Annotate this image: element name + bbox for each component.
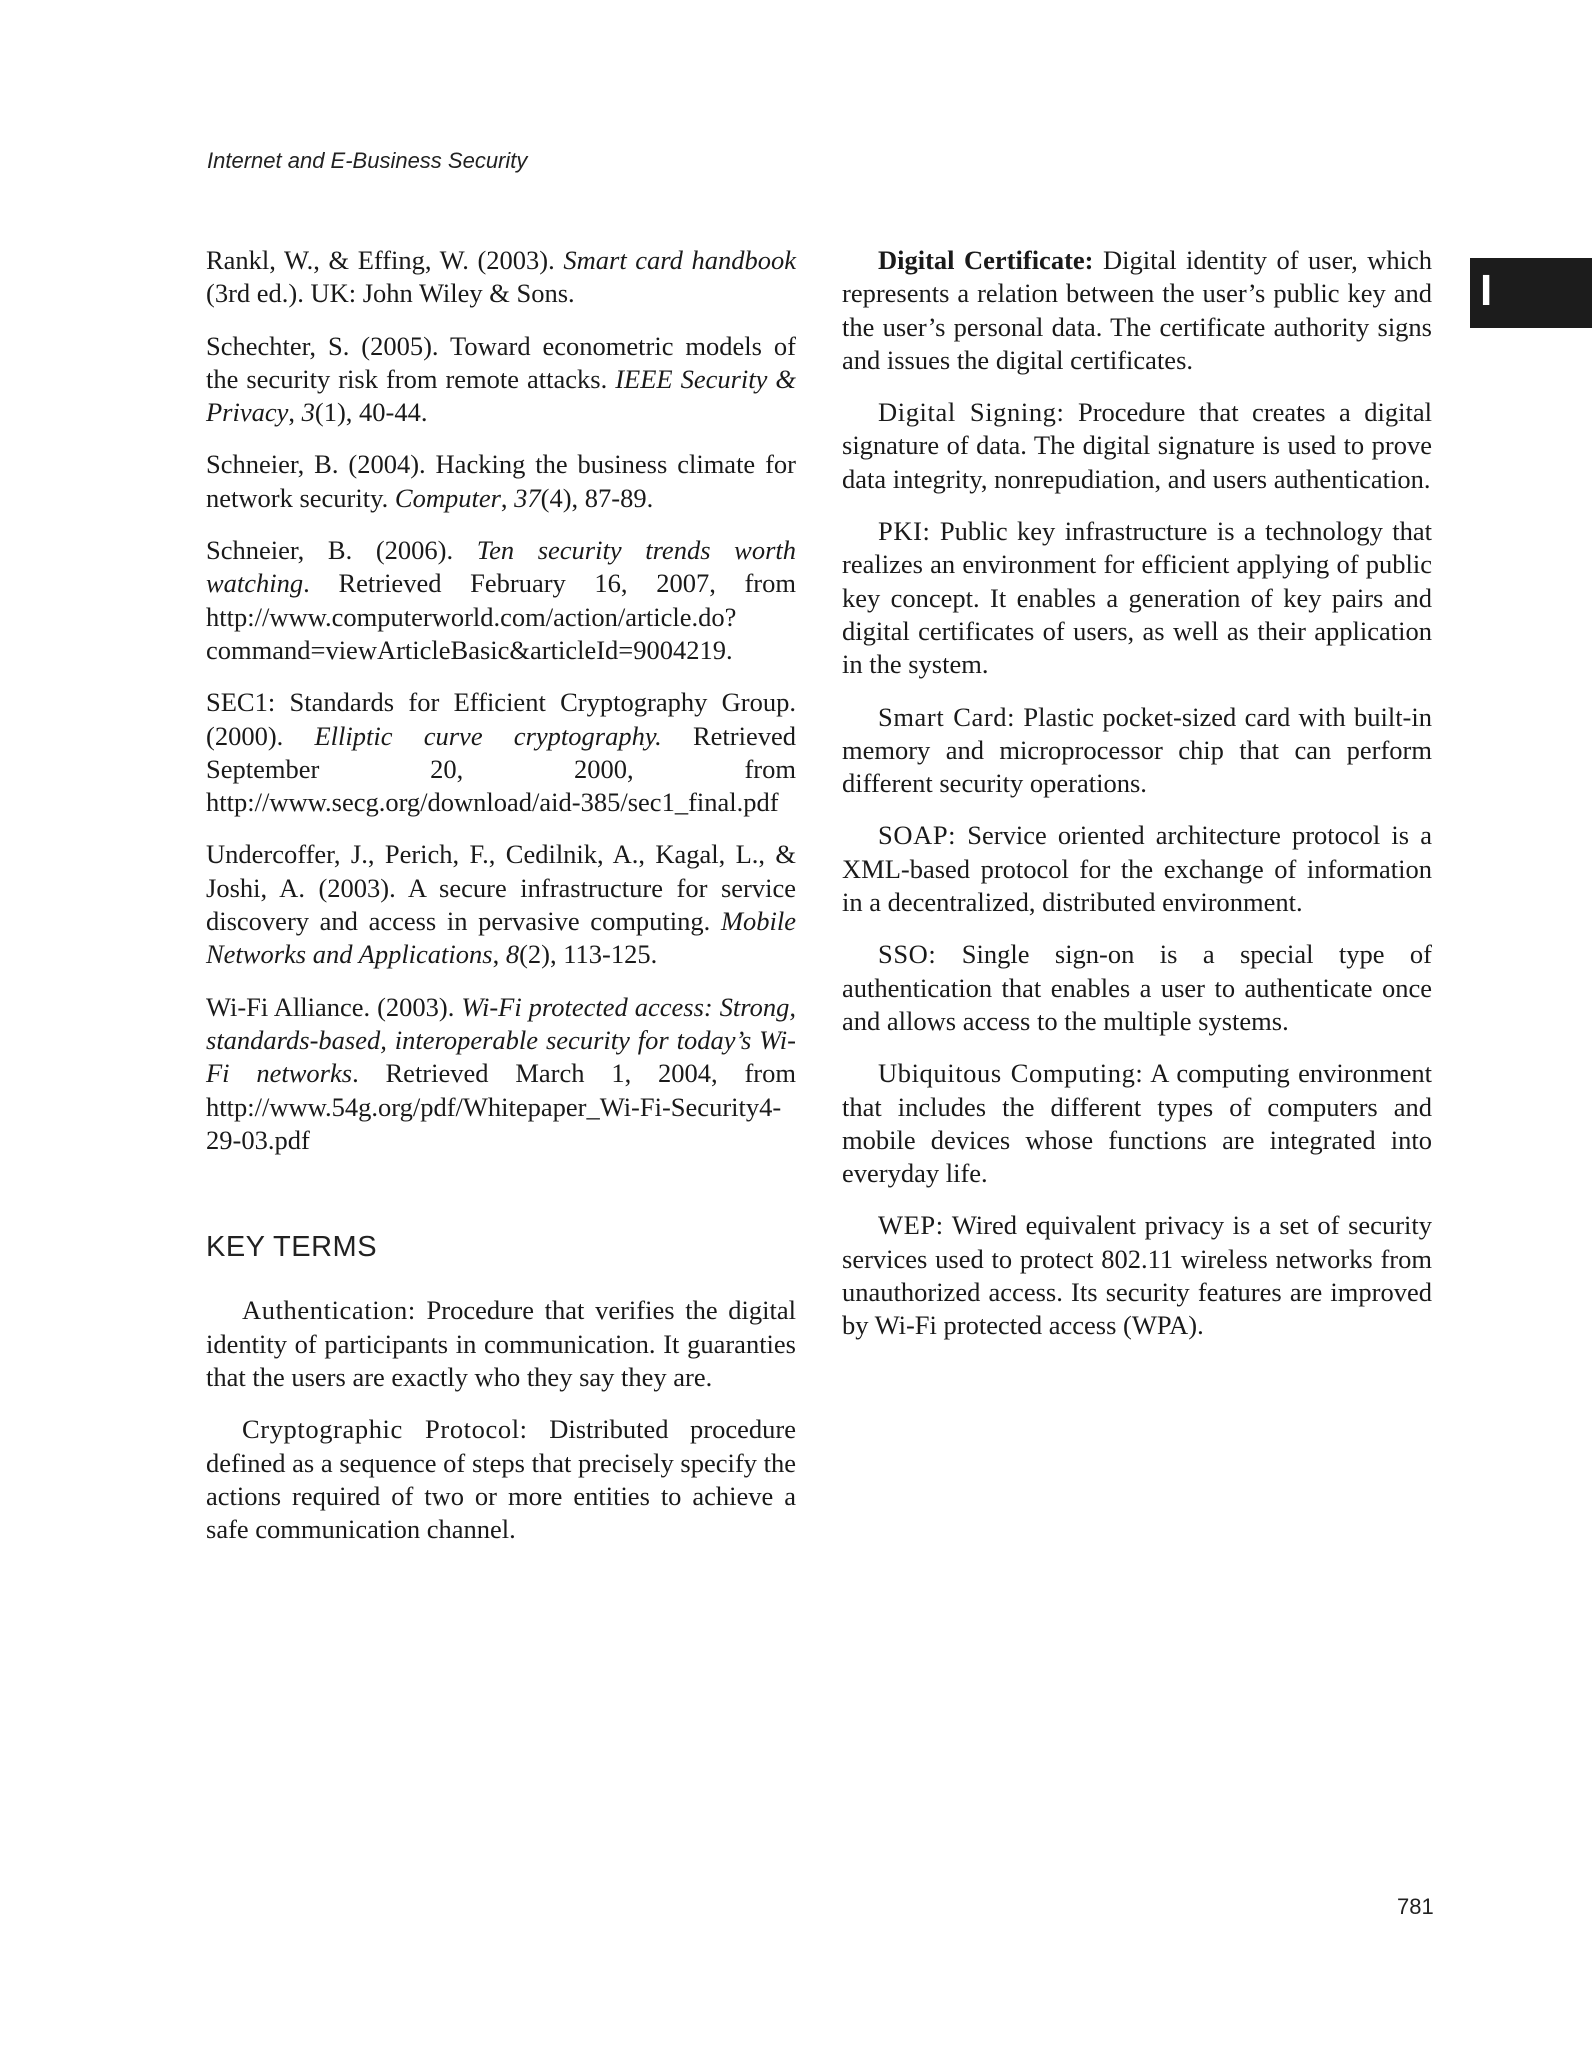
- key-term-name: SSO:: [878, 939, 937, 970]
- key-term-name: PKI:: [878, 516, 931, 547]
- reference-text: . Retrieved February 16, 2007, from http://www.computerworld.com/action/article.do?command=viewArticleBasic&articleId=9004219.: [206, 568, 796, 665]
- reference-entry: [206, 448, 796, 515]
- reference-entry: [206, 534, 796, 667]
- reference-entry: [206, 991, 796, 1157]
- reference-text: (2), 113-125.: [519, 939, 658, 970]
- section-tab-letter: I: [1480, 266, 1493, 315]
- reference-italic-text: 3: [301, 397, 315, 428]
- reference-text: Retrieved September 20, 2000, from http://www.secg.org/download/aid-385/sec1_final.pdf: [206, 720, 796, 818]
- reference-text: Undercoffer, J., Perich, F., Cedilnik, A., Kagal, L., & Joshi, A. (2003). A secure infrastructure for service discovery and access in pervasive computing.: [206, 839, 796, 937]
- reference-text: Rankl, W., & Effing, W. (2003).: [206, 245, 564, 275]
- reference-text: Schneier, B. (2004). Hacking the business climate for network security.: [206, 449, 796, 513]
- reference-text: ,: [492, 939, 506, 970]
- reference-text: (3rd ed.). UK: John Wiley & Sons.: [206, 278, 575, 309]
- right-column: [842, 244, 1432, 1362]
- reference-text: ,: [288, 397, 302, 428]
- key-term-definition: Plastic pocket-sized card with built-in memory and microprocessor chip that can perform different security operations.: [842, 701, 1432, 799]
- section-tab: [1470, 258, 1592, 328]
- running-head-title: Internet and E-Business Security: [207, 148, 528, 173]
- key-term-entry: [206, 1294, 796, 1394]
- reference-italic-text: Mobile Networks and Applications: [206, 906, 796, 970]
- reference-text: (4), 87-89.: [540, 482, 654, 513]
- key-term-name: Cryptographic Protocol:: [242, 1414, 528, 1445]
- key-term-name: Smart Card:: [878, 701, 1016, 732]
- key-terms-list-right: [842, 244, 1432, 1343]
- reference-entry: [206, 838, 796, 971]
- key-term-name: Authentication:: [242, 1295, 416, 1326]
- reference-text: ,: [500, 482, 515, 513]
- reference-text: . Retrieved March 1, 2004, from http://www.54g.org/pdf/Whitepaper_Wi-Fi-Security4-29-03.pdf: [206, 1058, 796, 1155]
- reference-entry: [206, 686, 796, 819]
- reference-text: Wi-Fi Alliance. (2003).: [206, 991, 462, 1022]
- key-term-entry: [842, 396, 1432, 496]
- reference-italic-text: IEEE Security & Privacy: [206, 363, 796, 428]
- key-term-definition: Distributed procedure defined as a sequence of steps that precisely specify the actions required of two or more entities to achieve a safe communication channel.: [206, 1414, 796, 1545]
- reference-entry: [206, 244, 796, 311]
- key-term-entry: [842, 819, 1432, 919]
- reference-text: SEC1: Standards for Efficient Cryptography Group. (2000).: [206, 687, 796, 751]
- key-term-definition: Digital identity of user, which represents a relation between the user’s public key and the user’s personal data. The certificate authority signs and issues the digital certificates.: [842, 245, 1432, 375]
- reference-entry: [206, 330, 796, 430]
- reference-text: (1), 40-44.: [314, 397, 428, 428]
- key-term-definition: Service oriented architecture protocol is a XML-based protocol for the exchange of information in a decentralized, distributed environment.: [842, 820, 1432, 918]
- key-terms-heading: KEY TERMS: [206, 1231, 378, 1264]
- reference-italic-text: Elliptic curve cryptography.: [314, 720, 662, 751]
- key-term-name: Ubiquitous Computing:: [878, 1058, 1144, 1089]
- key-term-definition: Wired equivalent privacy is a set of security services used to protect 802.11 wireless networks from unauthorized access. Its security features are improved by Wi-Fi protected access (WPA).: [842, 1210, 1432, 1341]
- reference-italic-text: Smart card handbook: [563, 245, 797, 275]
- page-number: 781: [1397, 1894, 1434, 1919]
- key-term-entry: [842, 515, 1432, 681]
- references-list: [206, 244, 796, 1157]
- key-term-definition: Procedure that verifies the digital identity of participants in communication. It guaranties that the users are exactly who they say they are.: [206, 1295, 796, 1393]
- reference-text: Schechter, S. (2005). Toward econometric models of the security risk from remote attacks.: [206, 330, 796, 394]
- reference-italic-text: Ten security trends worth watching: [206, 535, 796, 599]
- key-term-entry: [842, 1057, 1432, 1190]
- key-term-entry: [842, 701, 1432, 801]
- left-column: [206, 244, 796, 1566]
- reference-italic-text: Computer: [394, 482, 501, 513]
- key-term-entry: [206, 1413, 796, 1546]
- key-term-entry: [842, 244, 1432, 377]
- reference-italic-text: Wi-Fi protected access: Strong, standards-based, interoperable security for today’s Wi-Fi networks: [206, 991, 796, 1089]
- key-term-name: Digital Certificate:: [878, 245, 1094, 275]
- key-term-entry: [842, 938, 1432, 1038]
- key-term-name: Digital Signing:: [878, 397, 1065, 428]
- key-term-definition: Procedure that creates a digital signature of data. The digital signature is used to prove data integrity, nonrepudiation, and users authentication.: [842, 397, 1433, 494]
- reference-italic-text: 37: [514, 482, 541, 513]
- key-term-definition: A computing environment that includes the different types of computers and mobile devices whose functions are integrated into everyday life.: [842, 1058, 1433, 1189]
- key-term-definition: Public key infrastructure is a technology that realizes an environment for efficient applying of public key concept. It enables a generation of key pairs and digital certificates of users, as well as their application in the system.: [842, 516, 1432, 680]
- key-term-entry: [842, 1209, 1432, 1342]
- reference-italic-text: 8: [505, 939, 520, 970]
- key-term-name: WEP:: [878, 1210, 944, 1241]
- key-terms-list-left: [206, 1294, 796, 1546]
- key-term-definition: Single sign-on is a special type of authentication that enables a user to authenticate once and allows access to the multiple systems.: [842, 939, 1432, 1036]
- key-term-name: SOAP:: [878, 820, 957, 851]
- reference-text: Schneier, B. (2006).: [206, 535, 477, 566]
